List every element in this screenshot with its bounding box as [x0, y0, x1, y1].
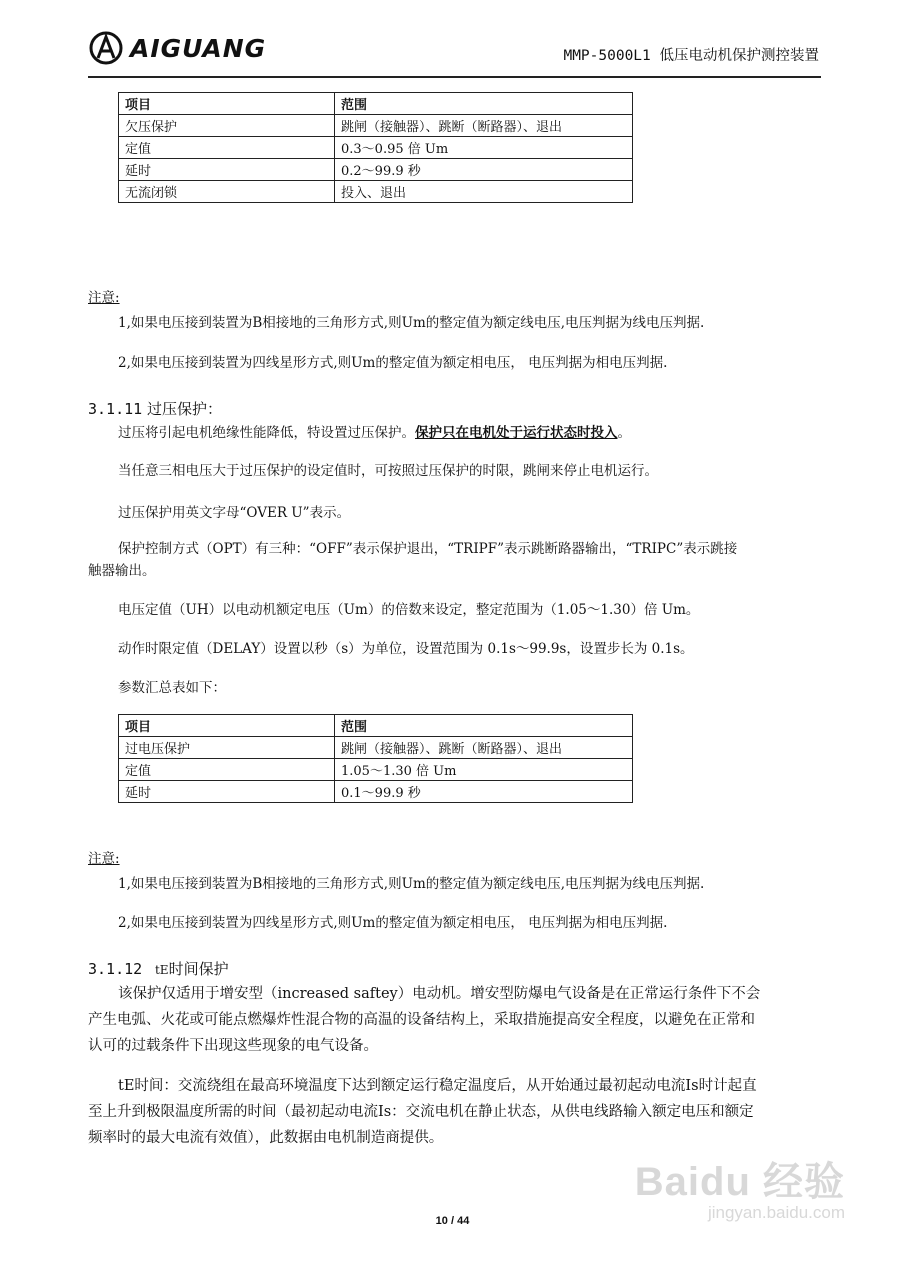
- table-header-cell: 项目: [119, 93, 335, 115]
- undervoltage-param-table: [118, 92, 633, 203]
- paragraph: 动作时限定值（DELAY）设置以秒（s）为单位，设置范围为 0.1s～99.9s，设置步长为 0.1s。: [118, 641, 694, 657]
- table-row: [119, 781, 633, 803]
- logo-text: AIGUANG: [130, 33, 267, 63]
- note-item: 1,如果电压接到装置为B相接地的三角形方式,则Um的整定值为额定线电压,电压判据为线电压判据.: [118, 876, 705, 892]
- table-row: [119, 137, 633, 159]
- table-cell: 延时: [119, 781, 335, 803]
- paragraph: 触器输出。: [88, 563, 156, 579]
- table-cell: 过电压保护: [119, 737, 335, 759]
- table-header-row: [119, 715, 633, 737]
- paragraph-text: 过压将引起电机绝缘性能降低，特设置过压保护。: [118, 425, 415, 441]
- paragraph: 该保护仅适用于增安型（increased saftey）电动机。增安型防爆电气设备是在正常运行条件下不会: [118, 986, 761, 1002]
- paragraph: 产生电弧、火花或可能点燃爆炸性混合物的高温的设备结构上，采取措施提高安全程度，以避免在正常和: [88, 1012, 755, 1028]
- section-title: 时间保护: [168, 960, 229, 978]
- paragraph: 当任意三相电压大于过压保护的设定值时，可按照过压保护的时限，跳闸来停止电机运行。: [118, 463, 658, 479]
- table-cell: 欠压保护: [119, 115, 335, 137]
- section-number: 3.1.11: [88, 400, 143, 418]
- watermark-url: jingyan.baidu.com: [707, 1203, 845, 1222]
- table-header-cell: 范围: [335, 93, 633, 115]
- paragraph: tE时间：交流绕组在最高环境温度下达到额定运行稳定温度后，从开始通过最初起动电流Is时计起直: [118, 1078, 757, 1094]
- table-cell: 投入、退出: [335, 181, 633, 203]
- table-cell: 1.05～1.30 倍 Um: [335, 759, 633, 781]
- paragraph: 过压保护用英文字母“OVER U”表示。: [118, 505, 351, 521]
- overvoltage-param-table: [118, 714, 633, 803]
- emphasized-text: 保护只在电机处于运行状态时投入: [415, 425, 618, 441]
- page-number: 10 / 44: [435, 1215, 470, 1227]
- section-number: 3.1.12: [88, 960, 143, 978]
- table-row: [119, 159, 633, 181]
- table-cell: 0.2～99.9 秒: [335, 159, 633, 181]
- table-cell: 跳闸（接触器）、跳断（断路器）、退出: [335, 737, 633, 759]
- section-heading: [88, 958, 229, 979]
- table-row: [119, 759, 633, 781]
- paragraph: 认可的过载条件下出现这些现象的电气设备。: [88, 1038, 378, 1054]
- note-title: 注意:: [88, 290, 120, 306]
- paragraph: [118, 422, 631, 444]
- section-prefix: tE: [154, 963, 169, 977]
- company-logo: [88, 30, 266, 66]
- table-cell: 定值: [119, 759, 335, 781]
- paragraph: 参数汇总表如下：: [118, 680, 226, 696]
- logo-mark-icon: [88, 30, 124, 66]
- section-heading: [88, 398, 222, 419]
- table-header-row: [119, 93, 633, 115]
- paragraph: 电压定值（UH）以电动机额定电压（Um）的倍数来设定，整定范围为（1.05～1.30）倍 Um。: [118, 602, 700, 618]
- table-cell: 定值: [119, 137, 335, 159]
- table-row: [119, 737, 633, 759]
- paragraph: 频率时的最大电流有效值），此数据由电机制造商提供。: [88, 1130, 444, 1146]
- table-header-cell: 项目: [119, 715, 335, 737]
- watermark: [635, 1150, 845, 1223]
- note-item: 2,如果电压接到装置为四线星形方式,则Um的整定值为额定相电压， 电压判据为相电压判据.: [118, 355, 668, 371]
- table-cell: 0.1～99.9 秒: [335, 781, 633, 803]
- section-title: 过压保护：: [146, 400, 222, 418]
- table-cell: 延时: [119, 159, 335, 181]
- table-cell: 无流闭锁: [119, 181, 335, 203]
- paragraph: 保护控制方式（OPT）有三种：“OFF”表示保护退出，“TRIPF”表示跳断路器输出，“TRIPC”表示跳接: [118, 541, 738, 557]
- header-divider: [88, 76, 821, 78]
- table-header-cell: 范围: [335, 715, 633, 737]
- note-title: 注意:: [88, 851, 120, 867]
- document-title: MMP-5000L1 低压电动机保护测控装置: [563, 48, 819, 64]
- table-row: [119, 115, 633, 137]
- note-item: 1,如果电压接到装置为B相接地的三角形方式,则Um的整定值为额定线电压,电压判据为线电压判据.: [118, 315, 705, 331]
- table-row: [119, 181, 633, 203]
- paragraph: 至上升到极限温度所需的时间（最初起动电流Is：交流电机在静止状态，从供电线路输入额定电压和额定: [88, 1104, 754, 1120]
- table-cell: 0.3～0.95 倍 Um: [335, 137, 633, 159]
- watermark-text: Baidu 经验: [634, 1160, 845, 1204]
- paragraph-text: 。: [617, 425, 631, 441]
- table-cell: 跳闸（接触器）、跳断（断路器）、退出: [335, 115, 633, 137]
- note-item: 2,如果电压接到装置为四线星形方式,则Um的整定值为额定相电压， 电压判据为相电压判据.: [118, 915, 668, 931]
